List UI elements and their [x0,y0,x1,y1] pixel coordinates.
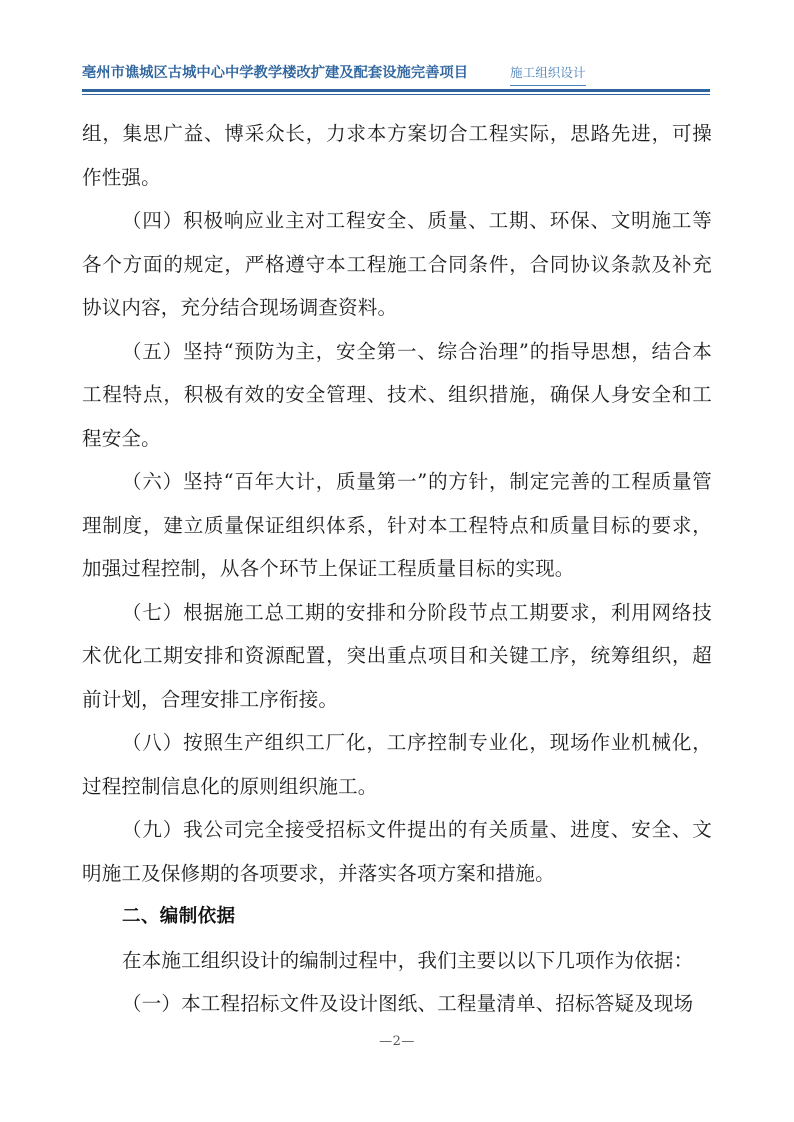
paragraph-continued-three: 组，集思广益、博采众长，力求本方案切合工程实际，思路先进，可操作性强。 [82,122,712,189]
paragraph-basis-intro: 在本施工组织设计的编制过程中，我们主要以以下几项作为依据： [122,948,694,972]
document-body [82,112,712,1026]
header-rule-thick [82,89,710,92]
page-footer [0,1030,794,1049]
paragraph-basis-one: （一）本工程招标文件及设计图纸、工程量清单、招标答疑及现场 [122,992,694,1015]
header-rule-thin [82,94,710,95]
paragraph-item-eight: （八）按照生产组织工厂化，工序控制专业化，现场作业机械化，过程控制信息化的原则组织施工。 [82,731,712,798]
footer-page-number: —2— [379,1034,415,1049]
paragraph-item-four: （四）积极响应业主对工程安全、质量、工期、环保、文明施工等各个方面的规定，严格遵守本工程施工合同条件，合同协议条款及补充协议内容，充分结合现场调查资料。 [82,209,712,319]
paragraph-item-nine: （九）我公司完全接受招标文件提出的有关质量、进度、安全、文明施工及保修期的各项要求，并落实各项方案和措施。 [82,818,712,885]
page-header [82,62,710,96]
section-heading-basis: 二、编制依据 [122,906,236,927]
header-document-type: 施工组织设计 [510,62,586,86]
paragraph-item-seven: （七）根据施工总工期的安排和分阶段节点工期要求，利用网络技术优化工期安排和资源配置，突出重点项目和关键工序，统筹组织，超前计划，合理安排工序衔接。 [82,600,712,711]
header-project-title: 亳州市谯城区古城中心中学教学楼改扩建及配套设施完善项目 [82,65,469,81]
paragraph-item-five: （五）坚持“预防为主，安全第一、综合治理”的指导思想，结合本工程特点，积极有效的安全管理、技术、组织措施，确保人身安全和工程安全。 [82,339,712,450]
header-text-row [82,62,710,88]
paragraph-item-six: （六）坚持“百年大计，质量第一”的方针，制定完善的工程质量管理制度，建立质量保证组织体系，针对本工程特点和质量目标的要求，加强过程控制，从各个环节上保证工程质量目标的实现。 [82,470,712,580]
